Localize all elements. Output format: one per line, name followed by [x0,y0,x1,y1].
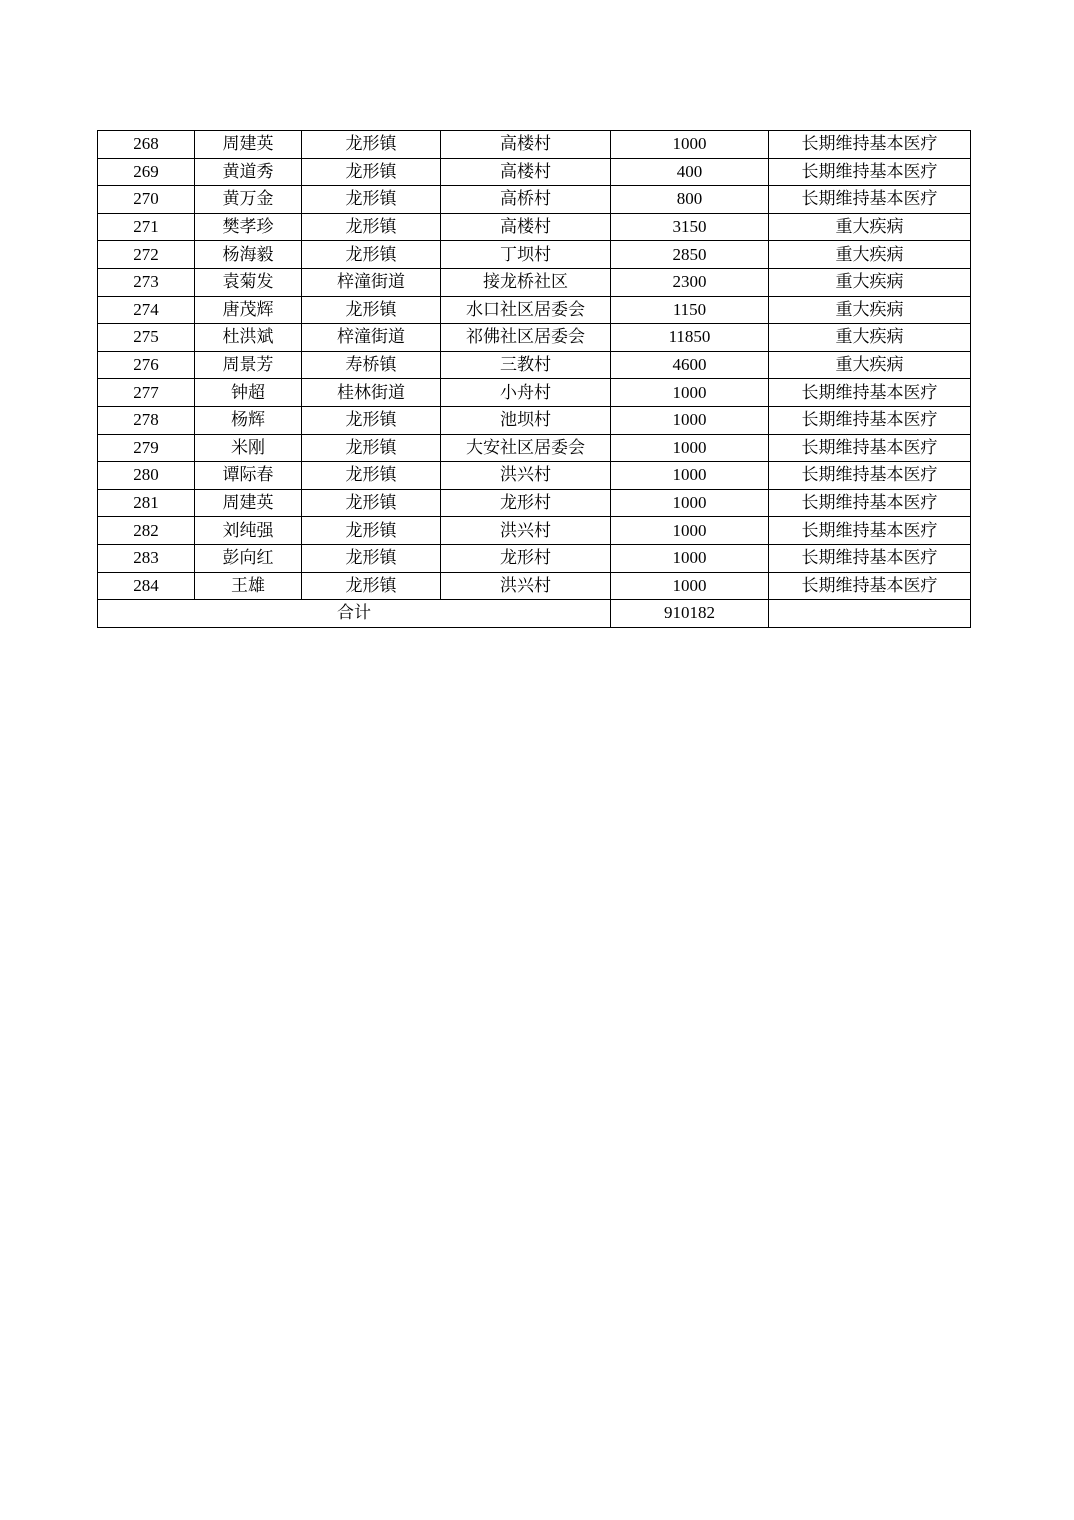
amount-cell: 1000 [611,406,769,434]
row-number-cell: 282 [98,517,195,545]
row-number-cell: 280 [98,462,195,490]
village-cell: 接龙桥社区 [441,268,611,296]
assistance-type-cell: 长期维持基本医疗 [769,462,971,490]
township-cell: 龙形镇 [302,241,441,269]
row-number-cell: 283 [98,544,195,572]
amount-cell: 1000 [611,489,769,517]
village-cell: 小舟村 [441,379,611,407]
recipient-name-cell: 杨辉 [195,406,302,434]
recipient-name-cell: 周景芳 [195,351,302,379]
table-row [98,406,971,434]
recipient-name-cell: 杜洪斌 [195,324,302,352]
assistance-type-cell: 长期维持基本医疗 [769,131,971,159]
row-number-cell: 279 [98,434,195,462]
township-cell: 龙形镇 [302,489,441,517]
row-number-cell: 274 [98,296,195,324]
village-cell: 高楼村 [441,131,611,159]
assistance-type-cell: 长期维持基本医疗 [769,544,971,572]
table-row [98,324,971,352]
table-row [98,517,971,545]
village-cell: 三教村 [441,351,611,379]
village-cell: 高楼村 [441,158,611,186]
amount-cell: 2300 [611,268,769,296]
assistance-type-cell: 长期维持基本医疗 [769,434,971,462]
village-cell: 水口社区居委会 [441,296,611,324]
recipient-name-cell: 王雄 [195,572,302,600]
total-label: 合计 [98,600,611,628]
village-cell: 龙形村 [441,544,611,572]
recipient-name-cell: 樊孝珍 [195,213,302,241]
township-cell: 梓潼街道 [302,268,441,296]
row-number-cell: 268 [98,131,195,159]
total-amount: 910182 [611,600,769,628]
village-cell: 池坝村 [441,406,611,434]
recipient-name-cell: 黄万金 [195,186,302,214]
village-cell: 洪兴村 [441,517,611,545]
village-cell: 洪兴村 [441,572,611,600]
recipient-name-cell: 黄道秀 [195,158,302,186]
row-number-cell: 284 [98,572,195,600]
row-number-cell: 275 [98,324,195,352]
assistance-type-cell: 重大疾病 [769,296,971,324]
recipient-name-cell: 周建英 [195,131,302,159]
table-row [98,379,971,407]
recipient-name-cell: 周建英 [195,489,302,517]
assistance-type-cell: 重大疾病 [769,351,971,379]
assistance-type-cell: 重大疾病 [769,241,971,269]
township-cell: 龙形镇 [302,462,441,490]
township-cell: 龙形镇 [302,131,441,159]
table-row [98,544,971,572]
assistance-type-cell: 长期维持基本医疗 [769,186,971,214]
amount-cell: 2850 [611,241,769,269]
total-note [769,600,971,628]
table-row [98,489,971,517]
recipient-name-cell: 米刚 [195,434,302,462]
table-row [98,296,971,324]
assistance-type-cell: 长期维持基本医疗 [769,517,971,545]
assistance-type-cell: 长期维持基本医疗 [769,572,971,600]
recipient-name-cell: 刘纯强 [195,517,302,545]
village-cell: 祁佛社区居委会 [441,324,611,352]
township-cell: 桂林街道 [302,379,441,407]
recipient-name-cell: 杨海毅 [195,241,302,269]
row-number-cell: 271 [98,213,195,241]
table-row [98,186,971,214]
amount-cell: 1000 [611,462,769,490]
township-cell: 寿桥镇 [302,351,441,379]
township-cell: 龙形镇 [302,406,441,434]
row-number-cell: 276 [98,351,195,379]
assistance-type-cell: 长期维持基本医疗 [769,158,971,186]
recipient-name-cell: 钟超 [195,379,302,407]
table-row [98,434,971,462]
row-number-cell: 278 [98,406,195,434]
table-row [98,462,971,490]
amount-cell: 1150 [611,296,769,324]
amount-cell: 4600 [611,351,769,379]
table-row [98,268,971,296]
township-cell: 龙形镇 [302,434,441,462]
row-number-cell: 281 [98,489,195,517]
township-cell: 龙形镇 [302,296,441,324]
township-cell: 梓潼街道 [302,324,441,352]
recipient-name-cell: 谭际春 [195,462,302,490]
township-cell: 龙形镇 [302,572,441,600]
amount-cell: 1000 [611,572,769,600]
village-cell: 龙形村 [441,489,611,517]
table-row [98,131,971,159]
village-cell: 丁坝村 [441,241,611,269]
table-body [98,131,971,600]
township-cell: 龙形镇 [302,186,441,214]
assistance-type-cell: 长期维持基本医疗 [769,489,971,517]
township-cell: 龙形镇 [302,517,441,545]
amount-cell: 1000 [611,379,769,407]
amount-cell: 3150 [611,213,769,241]
township-cell: 龙形镇 [302,158,441,186]
table-row [98,572,971,600]
relief-payment-table [97,130,971,628]
amount-cell: 1000 [611,131,769,159]
recipient-name-cell: 袁菊发 [195,268,302,296]
township-cell: 龙形镇 [302,544,441,572]
recipient-name-cell: 唐茂辉 [195,296,302,324]
row-number-cell: 270 [98,186,195,214]
table-row [98,351,971,379]
assistance-type-cell: 长期维持基本医疗 [769,379,971,407]
total-row [98,600,971,628]
amount-cell: 11850 [611,324,769,352]
row-number-cell: 269 [98,158,195,186]
assistance-type-cell: 长期维持基本医疗 [769,406,971,434]
table-row [98,158,971,186]
assistance-type-cell: 重大疾病 [769,324,971,352]
amount-cell: 1000 [611,434,769,462]
amount-cell: 1000 [611,517,769,545]
amount-cell: 1000 [611,544,769,572]
recipient-name-cell: 彭向红 [195,544,302,572]
row-number-cell: 272 [98,241,195,269]
amount-cell: 800 [611,186,769,214]
assistance-type-cell: 重大疾病 [769,213,971,241]
village-cell: 洪兴村 [441,462,611,490]
row-number-cell: 273 [98,268,195,296]
table-row [98,241,971,269]
table-row [98,213,971,241]
village-cell: 高楼村 [441,213,611,241]
amount-cell: 400 [611,158,769,186]
village-cell: 大安社区居委会 [441,434,611,462]
row-number-cell: 277 [98,379,195,407]
assistance-type-cell: 重大疾病 [769,268,971,296]
village-cell: 高桥村 [441,186,611,214]
township-cell: 龙形镇 [302,213,441,241]
